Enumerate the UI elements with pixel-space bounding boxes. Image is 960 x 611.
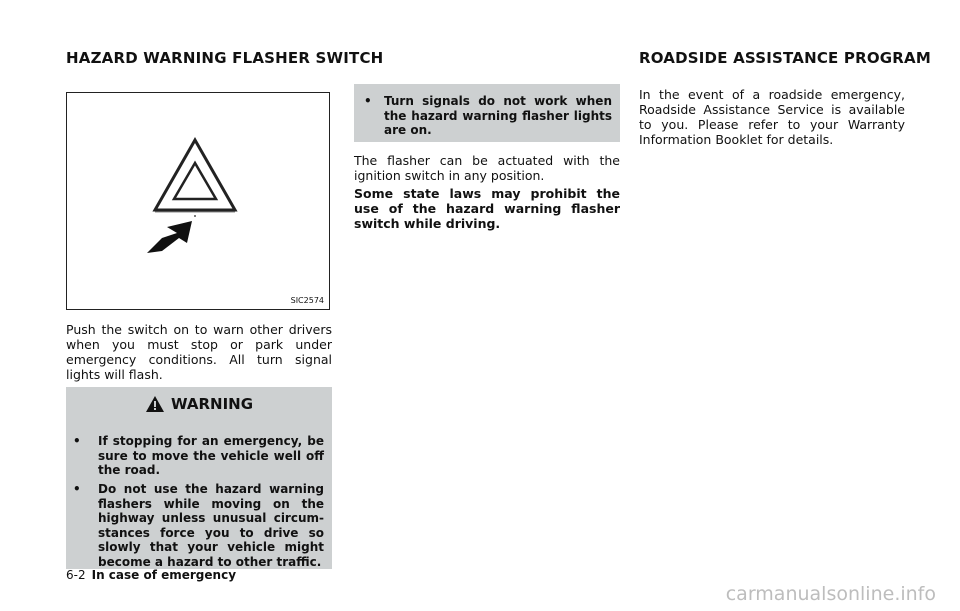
footer-section: In case of emergency (91, 568, 237, 582)
arrow-icon (147, 221, 192, 253)
figure-id: SIC2574 (290, 296, 324, 305)
figure-illustration (67, 93, 329, 309)
warning-item-2: Do not use the hazard warning flashers while moving on the highway unless unusual circum-stances force you to drive so slowly that your vehicle might become a hazard to other traffic. (98, 482, 324, 569)
bullet-dot: • (73, 434, 81, 448)
right-section-heading: ROADSIDE ASSISTANCE PROGRAM (639, 49, 931, 67)
note-item: Turn signals do not work when the hazard warning flasher lights are on. (384, 94, 612, 137)
flasher-paragraph: The flasher can be actuated with the ignition switch in any position. (354, 153, 620, 183)
page-footer (66, 568, 236, 582)
page-number: 6-2 (66, 568, 86, 582)
state-laws-paragraph: Some state laws may prohibit the use of the hazard warning flasher switch while driving. (354, 186, 620, 231)
left-section-heading: HAZARD WARNING FLASHER SWITCH (66, 49, 384, 67)
watermark: carmanualsonline.info (725, 583, 936, 605)
note-box (354, 84, 620, 142)
warning-header (66, 387, 332, 421)
warning-title: WARNING (170, 395, 254, 413)
intro-paragraph: Push the switch on to warn other drivers when you must stop or park under emergency conditions. All turn signal lights will flash. (66, 322, 332, 382)
warning-item-1: If stopping for an emergency, be sure to move the vehicle well off the road. (98, 434, 324, 477)
hazard-triangle-icon (155, 140, 235, 217)
warning-box (66, 387, 332, 569)
hazard-switch-figure (66, 92, 330, 310)
bullet-dot: • (364, 94, 372, 108)
warning-triangle-icon (145, 395, 165, 413)
bullet-dot: • (73, 482, 81, 496)
roadside-paragraph: In the event of a roadside emergency, Roadside Assistance Service is available to you. Please refer to your Warranty Information Booklet for details. (639, 87, 905, 147)
